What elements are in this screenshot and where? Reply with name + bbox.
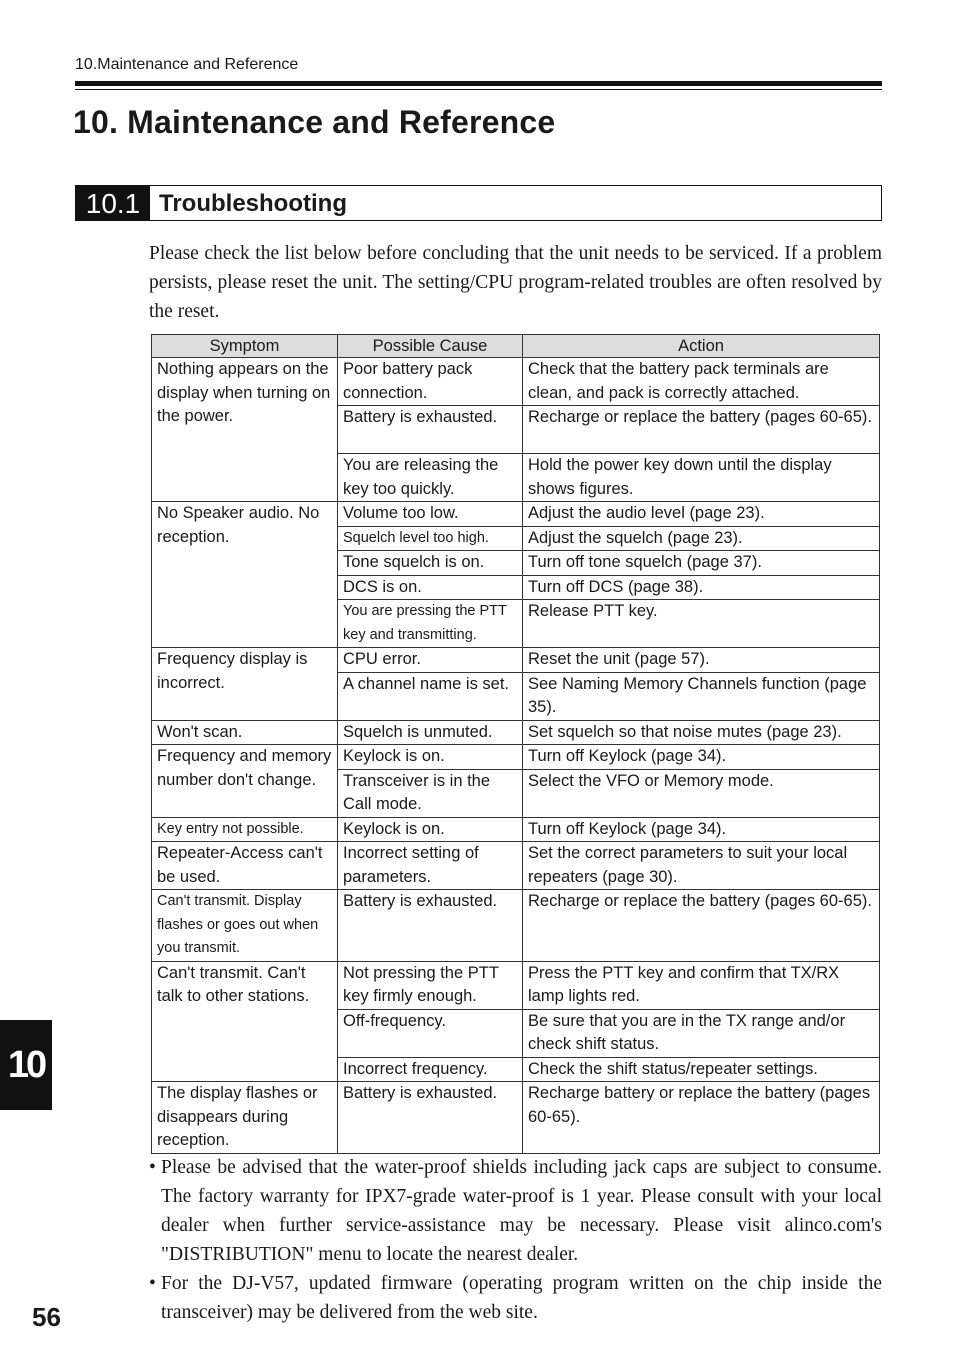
bullet: • xyxy=(149,1157,156,1178)
notes-list xyxy=(149,1153,882,1327)
cause-cell: CPU error. xyxy=(338,648,523,673)
action-cell: Turn off DCS (page 38). xyxy=(523,575,880,600)
chapter-tab: 10 xyxy=(0,1020,52,1110)
column-header-cause: Possible Cause xyxy=(338,335,523,358)
table-row xyxy=(152,358,880,406)
section-number: 10.1 xyxy=(76,186,150,220)
column-header-symptom: Symptom xyxy=(152,335,338,358)
symptom-cell: Repeater-Access can't be used. xyxy=(152,842,338,890)
table-row xyxy=(152,745,880,770)
table-row xyxy=(152,1082,880,1154)
cause-cell: You are releasing the key too quickly. xyxy=(338,454,523,502)
troubleshooting-table xyxy=(151,334,880,1154)
cause-cell: Off-frequency. xyxy=(338,1009,523,1057)
action-cell: Set squelch so that noise mutes (page 23). xyxy=(523,720,880,745)
action-cell: See Naming Memory Channels function (page 35). xyxy=(523,672,880,720)
cause-cell: Squelch level too high. xyxy=(338,526,523,551)
header-rule-thick xyxy=(75,81,882,86)
action-cell: Select the VFO or Memory mode. xyxy=(523,769,880,817)
cause-cell: Transceiver is in the Call mode. xyxy=(338,769,523,817)
action-cell: Check that the battery pack terminals are clean, and pack is correctly attached. xyxy=(523,358,880,406)
page-number: 56 xyxy=(32,1302,61,1332)
table-row xyxy=(152,890,880,962)
running-header: 10.Maintenance and Reference xyxy=(75,56,299,73)
symptom-cell: Can't transmit. Can't talk to other stations. xyxy=(152,961,338,1082)
section-title: Troubleshooting xyxy=(159,190,347,217)
symptom-cell: The display flashes or disappears during reception. xyxy=(152,1082,338,1154)
cause-cell: Squelch is unmuted. xyxy=(338,720,523,745)
cause-cell: Not pressing the PTT key firmly enough. xyxy=(338,961,523,1009)
action-cell: Recharge or replace the battery (pages 60-65). xyxy=(523,890,880,962)
table-row xyxy=(152,720,880,745)
header-rule-thin xyxy=(75,89,882,90)
symptom-cell: Frequency and memory number don't change. xyxy=(152,745,338,818)
cause-cell: Poor battery pack connection. xyxy=(338,358,523,406)
action-cell: Turn off Keylock (page 34). xyxy=(523,745,880,770)
symptom-cell: No Speaker audio. No reception. xyxy=(152,502,338,648)
action-cell: Adjust the squelch (page 23). xyxy=(523,526,880,551)
cause-cell: Keylock is on. xyxy=(338,817,523,842)
symptom-cell: Key entry not possible. xyxy=(152,817,338,842)
action-cell: Reset the unit (page 57). xyxy=(523,648,880,673)
table-row xyxy=(152,648,880,673)
section-heading xyxy=(75,185,882,221)
cause-cell: Battery is exhausted. xyxy=(338,890,523,962)
cause-cell: Keylock is on. xyxy=(338,745,523,770)
action-cell: Turn off Keylock (page 34). xyxy=(523,817,880,842)
chapter-title: 10. Maintenance and Reference xyxy=(73,104,556,140)
action-cell: Turn off tone squelch (page 37). xyxy=(523,551,880,576)
table-row xyxy=(152,502,880,527)
cause-cell: Tone squelch is on. xyxy=(338,551,523,576)
action-cell: Recharge or replace the battery (pages 60-65). xyxy=(523,406,880,454)
table-header-row xyxy=(152,335,880,358)
cause-cell: Battery is exhausted. xyxy=(338,1082,523,1154)
cause-cell: You are pressing the PTT key and transmitting. xyxy=(338,600,523,648)
action-cell: Set the correct parameters to suit your local repeaters (page 30). xyxy=(523,842,880,890)
symptom-cell: Nothing appears on the display when turning on the power. xyxy=(152,358,338,502)
action-cell: Release PTT key. xyxy=(523,600,880,648)
cause-cell: Volume too low. xyxy=(338,502,523,527)
table-row xyxy=(152,961,880,1009)
table-row xyxy=(152,842,880,890)
action-cell: Recharge battery or replace the battery (pages 60-65). xyxy=(523,1082,880,1154)
table-row xyxy=(152,817,880,842)
symptom-cell: Frequency display is incorrect. xyxy=(152,648,338,721)
bullet: • xyxy=(149,1273,156,1294)
cause-cell: A channel name is set. xyxy=(338,672,523,720)
action-cell: Hold the power key down until the display shows figures. xyxy=(523,454,880,502)
symptom-cell: Won't scan. xyxy=(152,720,338,745)
symptom-cell: Can't transmit. Display flashes or goes out when you transmit. xyxy=(152,890,338,962)
note-text: For the DJ-V57, updated firmware (operating program written on the chip inside the transceiver) may be delivered from the web site. xyxy=(161,1273,882,1323)
cause-cell: Incorrect frequency. xyxy=(338,1057,523,1082)
cause-cell: Battery is exhausted. xyxy=(338,406,523,454)
note-text: Please be advised that the water-proof shields including jack caps are subject to consume. The factory warranty for IPX7-grade water-proof is 1 year. Please consult with your local dealer when further service-assistance may be necessary. Please visit alinco.com's "DISTRIBUTION" menu to locate the nearest dealer. xyxy=(161,1157,882,1265)
list-item xyxy=(149,1153,882,1269)
action-cell: Be sure that you are in the TX range and/or check shift status. xyxy=(523,1009,880,1057)
intro-paragraph: Please check the list below before concluding that the unit needs to be serviced. If a problem persists, please reset the unit. The setting/CPU program-related troubles are often resolved by the reset. xyxy=(149,243,882,322)
action-cell: Press the PTT key and confirm that TX/RX lamp lights red. xyxy=(523,961,880,1009)
cause-cell: Incorrect setting of parameters. xyxy=(338,842,523,890)
action-cell: Adjust the audio level (page 23). xyxy=(523,502,880,527)
column-header-action: Action xyxy=(523,335,880,358)
list-item xyxy=(149,1269,882,1327)
cause-cell: DCS is on. xyxy=(338,575,523,600)
action-cell: Check the shift status/repeater settings. xyxy=(523,1057,880,1082)
